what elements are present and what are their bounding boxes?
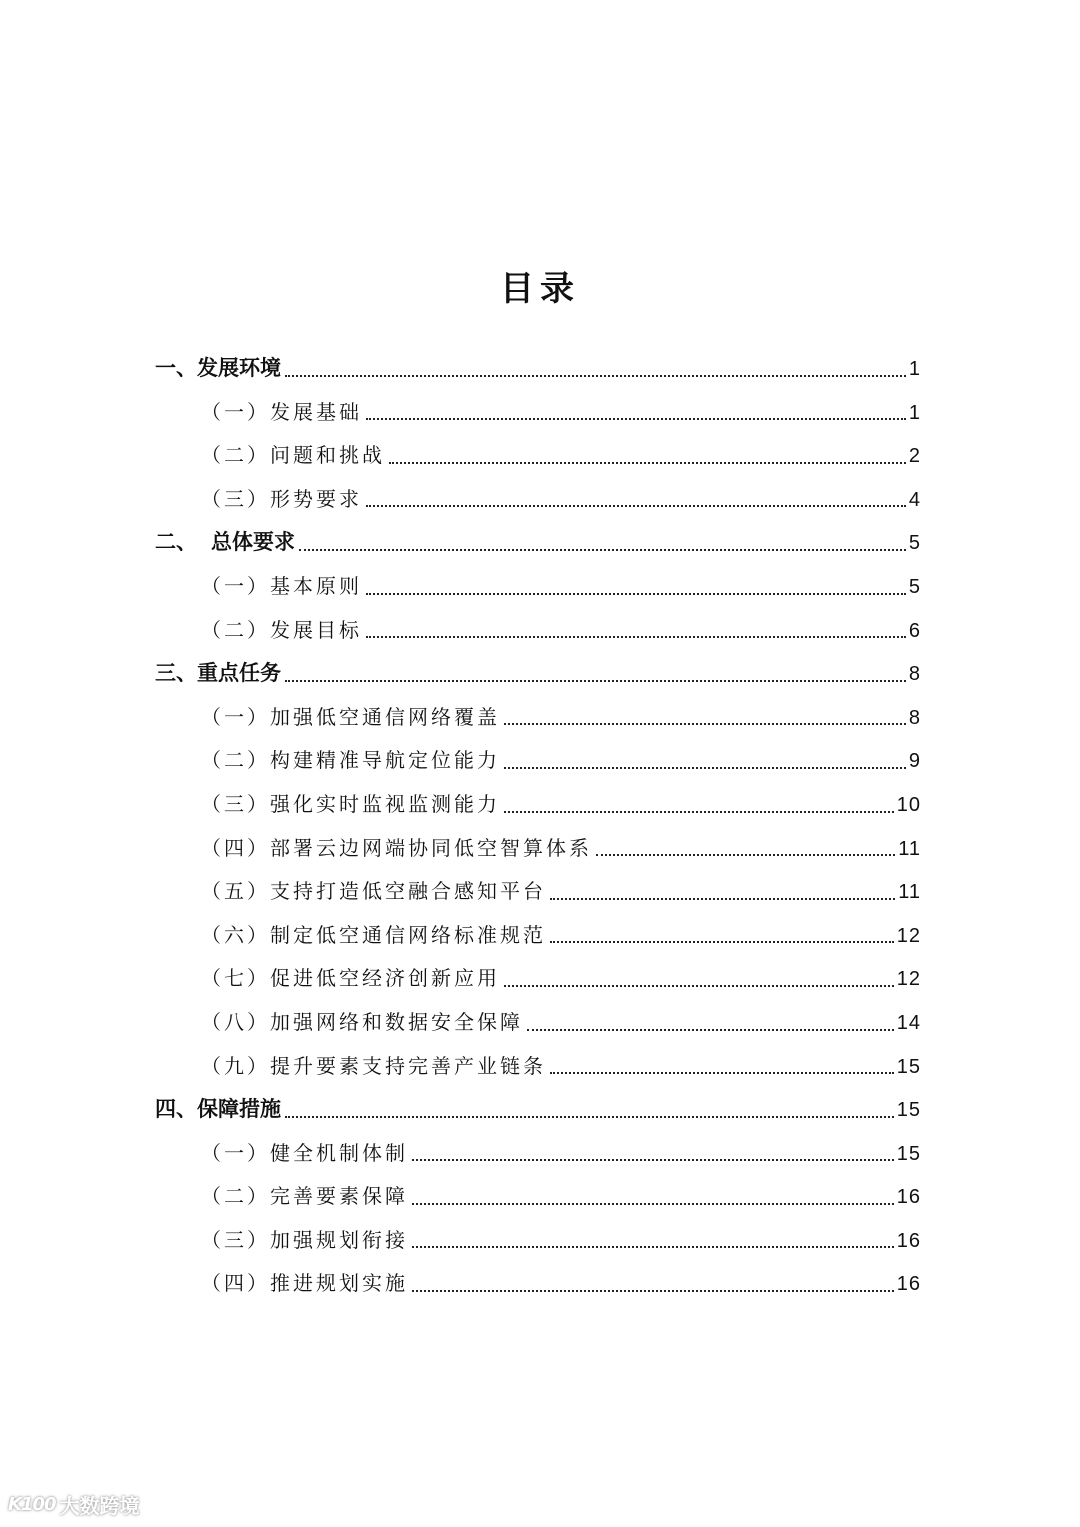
toc-page-number: 12 xyxy=(896,924,921,947)
dot-leader xyxy=(504,723,906,725)
dot-leader xyxy=(550,898,895,900)
toc-subsection-entry[interactable] xyxy=(155,434,921,478)
toc-page-number: 16 xyxy=(896,1273,921,1296)
toc-section-entry[interactable] xyxy=(155,652,921,696)
toc-page-number: 15 xyxy=(896,1055,921,1078)
toc-subsection-entry[interactable] xyxy=(155,1045,921,1089)
toc-subsection-entry[interactable] xyxy=(155,957,921,1001)
toc-page-number: 8 xyxy=(908,663,921,686)
toc-subsection-entry[interactable] xyxy=(155,1132,921,1176)
toc-subsection-entry[interactable] xyxy=(155,783,921,827)
toc-subsection-label: 构建精准导航定位能力 xyxy=(270,748,500,773)
dot-leader xyxy=(412,1246,894,1248)
toc-section-number: 三、 xyxy=(155,661,197,686)
toc-subsection-entry[interactable] xyxy=(155,1175,921,1219)
dot-leader xyxy=(596,854,895,856)
toc-subsection-label: 制定低空通信网络标准规范 xyxy=(270,922,546,947)
toc-section-label: 保障措施 xyxy=(197,1097,281,1122)
toc-subsection-number: （一） xyxy=(201,573,270,598)
toc-page-number: 11 xyxy=(898,837,921,860)
toc-subsection-entry[interactable] xyxy=(155,565,921,609)
toc-section-label: 总体要求 xyxy=(211,530,295,555)
dot-leader xyxy=(527,1029,894,1031)
toc-page-number: 15 xyxy=(896,1099,921,1122)
page-title: 目录 xyxy=(500,268,580,309)
toc-subsection-entry[interactable] xyxy=(155,1219,921,1263)
toc-subsection-number: （六） xyxy=(201,922,270,947)
toc-subsection-entry[interactable] xyxy=(155,1001,921,1045)
toc-subsection-number: （三） xyxy=(201,1227,270,1252)
toc-subsection-number: （一） xyxy=(201,1140,270,1165)
toc-section-entry[interactable] xyxy=(155,347,921,391)
toc-page-number: 5 xyxy=(908,575,921,598)
toc-subsection-entry[interactable] xyxy=(155,478,921,522)
dot-leader xyxy=(366,505,906,507)
dot-leader xyxy=(504,985,894,987)
toc-subsection-label: 加强网络和数据安全保障 xyxy=(270,1009,523,1034)
dot-leader xyxy=(412,1159,894,1161)
toc-subsection-number: （八） xyxy=(201,1009,270,1034)
toc-subsection-label: 强化实时监视监测能力 xyxy=(270,791,500,816)
dot-leader xyxy=(389,462,906,464)
toc-page-number: 2 xyxy=(908,445,921,468)
dot-leader xyxy=(412,1203,894,1205)
toc-subsection-entry[interactable] xyxy=(155,914,921,958)
toc-subsection-label: 完善要素保障 xyxy=(270,1184,408,1209)
dot-leader xyxy=(412,1290,894,1292)
toc-subsection-label: 支持打造低空融合感知平台 xyxy=(270,879,546,904)
toc-subsection-label: 加强低空通信网络覆盖 xyxy=(270,704,500,729)
dot-leader xyxy=(285,680,906,682)
toc-subsection-label: 加强规划衔接 xyxy=(270,1227,408,1252)
toc-page-number: 16 xyxy=(896,1186,921,1209)
toc-subsection-entry[interactable] xyxy=(155,870,921,914)
toc-section-entry[interactable] xyxy=(155,1088,921,1132)
watermark xyxy=(8,1490,140,1519)
toc-page-number: 14 xyxy=(896,1011,921,1034)
dot-leader xyxy=(366,593,906,595)
toc-section-number: 一、 xyxy=(155,356,197,380)
toc-page-number: 11 xyxy=(898,881,921,904)
dot-leader xyxy=(366,636,906,638)
toc-subsection-number: （五） xyxy=(201,879,270,904)
toc-page-number: 4 xyxy=(908,488,921,511)
toc-subsection-entry[interactable] xyxy=(155,739,921,783)
toc-subsection-number: （三） xyxy=(201,486,270,511)
dot-leader xyxy=(550,941,894,943)
toc-section-label: 重点任务 xyxy=(197,661,281,686)
dot-leader xyxy=(285,1116,894,1118)
toc-subsection-entry[interactable] xyxy=(155,609,921,653)
dot-leader xyxy=(285,375,906,377)
watermark-text: 大数跨境 xyxy=(59,1494,140,1518)
toc-subsection-entry[interactable] xyxy=(155,696,921,740)
toc-subsection-number: （九） xyxy=(201,1053,270,1078)
toc-section-entry[interactable] xyxy=(155,521,921,565)
toc-page-number: 1 xyxy=(908,401,921,424)
table-of-contents xyxy=(155,347,921,1306)
toc-subsection-number: （二） xyxy=(201,617,270,642)
watermark-logo-icon: K100 xyxy=(8,1494,56,1515)
dot-leader xyxy=(550,1072,894,1074)
toc-page-number: 5 xyxy=(908,532,921,555)
toc-subsection-label: 基本原则 xyxy=(270,573,362,598)
toc-page-number: 10 xyxy=(896,793,921,816)
toc-subsection-entry[interactable] xyxy=(155,827,921,871)
toc-subsection-number: （一） xyxy=(201,704,270,729)
toc-subsection-label: 发展基础 xyxy=(270,399,362,424)
toc-subsection-label: 问题和挑战 xyxy=(270,443,385,468)
toc-subsection-label: 发展目标 xyxy=(270,617,362,642)
toc-subsection-number: （七） xyxy=(201,966,270,991)
toc-page-number: 9 xyxy=(908,750,921,773)
toc-subsection-number: （二） xyxy=(201,443,270,468)
toc-subsection-number: （一） xyxy=(201,399,270,424)
toc-subsection-entry[interactable] xyxy=(155,1262,921,1306)
toc-subsection-label: 提升要素支持完善产业链条 xyxy=(270,1053,546,1078)
toc-subsection-number: （三） xyxy=(201,791,270,816)
toc-section-number: 四、 xyxy=(155,1097,197,1122)
toc-page-number: 1 xyxy=(908,358,921,380)
toc-subsection-label: 健全机制体制 xyxy=(270,1140,408,1165)
toc-subsection-number: （四） xyxy=(201,1271,270,1296)
dot-leader xyxy=(504,767,906,769)
toc-subsection-entry[interactable] xyxy=(155,391,921,435)
toc-subsection-label: 形势要求 xyxy=(270,486,362,511)
toc-subsection-number: （二） xyxy=(201,748,270,773)
toc-page-number: 16 xyxy=(896,1229,921,1252)
toc-subsection-number: （四） xyxy=(201,835,270,860)
dot-leader xyxy=(299,549,906,551)
toc-page-number: 6 xyxy=(908,619,921,642)
toc-subsection-label: 推进规划实施 xyxy=(270,1271,408,1296)
toc-page-number: 15 xyxy=(896,1142,921,1165)
toc-subsection-number: （二） xyxy=(201,1184,270,1209)
toc-subsection-label: 促进低空经济创新应用 xyxy=(270,966,500,991)
toc-subsection-label: 部署云边网端协同低空智算体系 xyxy=(270,835,592,860)
dot-leader xyxy=(504,811,894,813)
dot-leader xyxy=(366,418,906,420)
toc-page-number: 12 xyxy=(896,968,921,991)
toc-section-label: 发展环境 xyxy=(197,356,281,380)
toc-section-number: 二、 xyxy=(155,530,197,555)
toc-page-number: 8 xyxy=(908,706,921,729)
